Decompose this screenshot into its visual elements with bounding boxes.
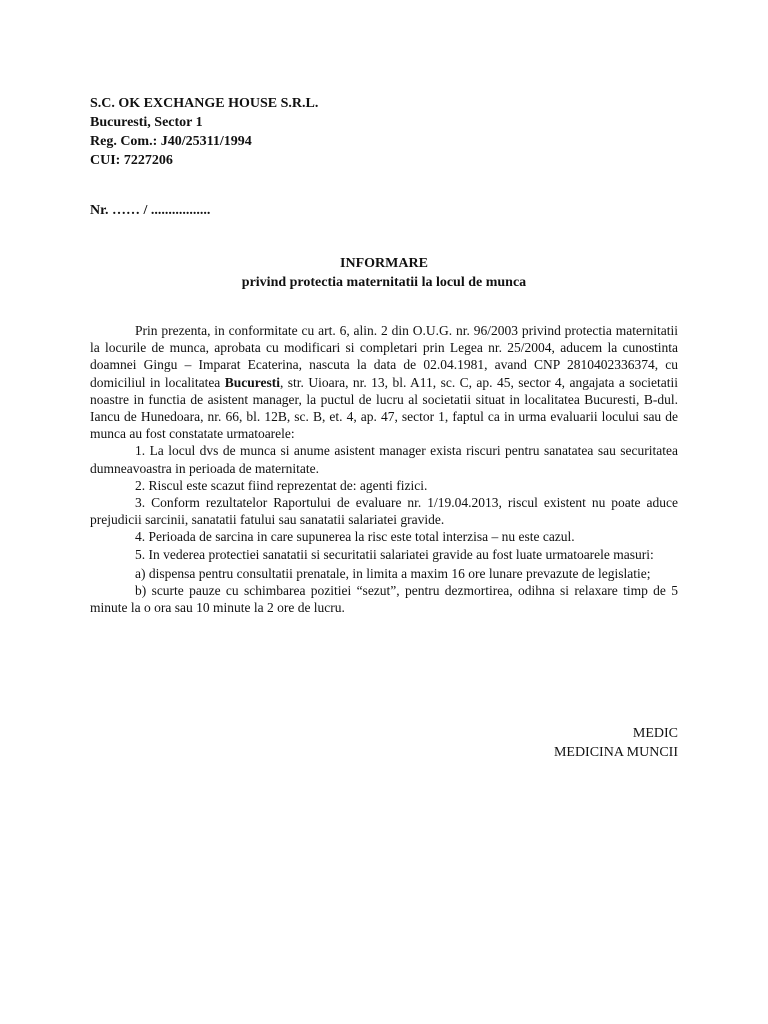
- company-name: S.C. OK EXCHANGE HOUSE S.R.L.: [90, 96, 319, 111]
- list-item-5a: a) dispensa pentru consultatii prenatale, in limita a maxim 16 ore lunare prevazute de legislatie;: [135, 565, 651, 581]
- list-item-3: 3. Conform rezultatelor Raportului de evaluare nr. 1/19.04.2013, riscul existent nu poate aduce prejudicii sarcinii, sanatatii fatului sau sanatatii salariatei gravide.: [90, 495, 678, 528]
- signature-block: [554, 724, 678, 762]
- list-item-5b: b) scurte pauze cu schimbarea pozitiei “sezut”, pentru dezmortirea, odihna si relaxare timp de 5 minute la o ora sau 10 minute la 2 ore de lucru.: [90, 583, 678, 616]
- signature-line-2: MEDICINA MUNCII: [553, 745, 678, 760]
- list-item-5: 5. In vederea protectiei sanatatii si securitatii salariatei gravide au fost luate urmatoarele masuri:: [135, 546, 654, 562]
- document-subtitle: privind protectia maternitatii la locul de munca: [241, 275, 527, 290]
- list-item-4: 4. Perioada de sarcina in care supunerea la risc este total interzisa – nu este cazul.: [135, 529, 575, 545]
- document-title-block: [90, 254, 678, 292]
- company-reg-com: Reg. Com.: J40/25311/1994: [90, 134, 252, 149]
- document-body: [90, 322, 678, 616]
- company-address: Bucuresti, Sector 1: [90, 115, 203, 130]
- list-item-1: 1. La locul dvs de munca si anume asistent manager exista riscuri pentru sanatatea sau securitatea dumneavoastra in perioada de maternitate.: [90, 443, 678, 476]
- list-item-2: 2. Riscul este scazut fiind reprezentat de: agenti fizici.: [135, 477, 428, 493]
- intro-text-part1: Prin prezenta, in conformitate cu art. 6, alin. 2 din O.U.G. nr. 96/2003 privind protectia maternitatii la locurile de munca, aprobata cu modificari si completari prin Legea nr. 25/2004, aducem la cunostinta doamnei Gingu – Imparat Ecaterina, nascuta la data de 02.04.1981, avand CNP 2810402336374, cu domiciliul in localitatea: [90, 323, 678, 390]
- company-cui: CUI: 7227206: [90, 153, 173, 168]
- intro-city: Bucuresti: [224, 374, 280, 390]
- intro-text-part2: , str. Uioara, nr. 13, bl. A11, sc. C, ap. 45, sector 4, angajata a societatii noastre in functia de asistent manager, la puctul de lucru al societatii situat in localitatea Bucuresti, B-dul. Iancu de Hunedoara, nr. 66, bl. 12B, sc. B, et. 4, ap. 47, sector 1, faptul ca in urma evaluarii locului sau de munca au fost constatate urmatoarele:: [90, 374, 678, 442]
- intro-paragraph: [90, 322, 678, 442]
- signature-line-1: MEDIC: [632, 726, 678, 741]
- document-title: INFORMARE: [340, 256, 428, 271]
- company-header: [90, 94, 318, 170]
- document-number: Nr. …… / .................: [90, 203, 211, 218]
